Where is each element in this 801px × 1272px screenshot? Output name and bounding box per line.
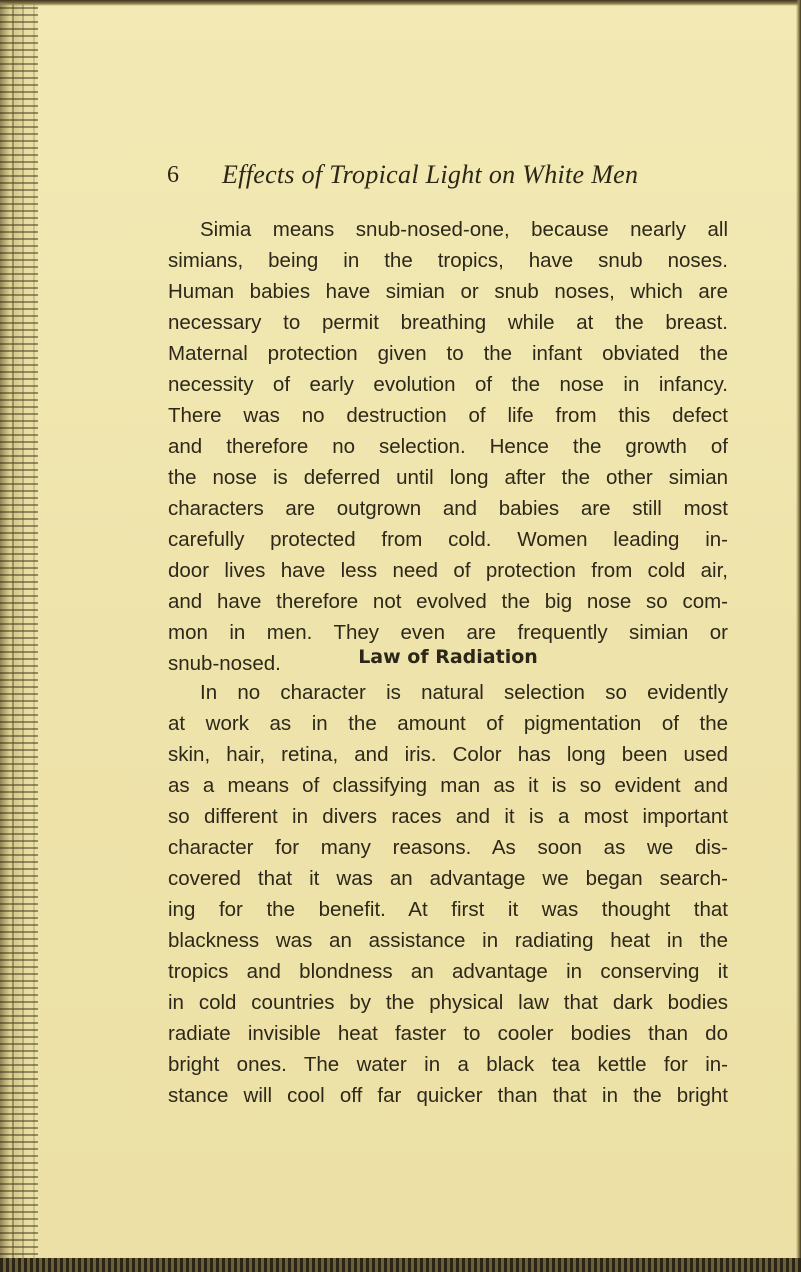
page-bottom-edge <box>0 1258 801 1272</box>
text-line: tropics and blondness an advantage in conserving it <box>168 960 728 983</box>
paragraph-nose-evolution <box>168 214 728 679</box>
text-line: as a means of classifying man as it is so evident and <box>168 774 728 797</box>
text-line: mon in men. They even are frequently simian or <box>168 621 728 644</box>
page-right-edge <box>796 0 801 1272</box>
binding-fold-line <box>33 0 35 1272</box>
page-number: 6 <box>167 162 179 188</box>
text-line: and have therefore not evolved the big nose so com- <box>168 590 728 613</box>
text-line: necessity of early evolution of the nose in infancy. <box>168 373 728 396</box>
text-line: the nose is deferred until long after the other simian <box>168 466 728 489</box>
text-line: bright ones. The water in a black tea kettle for in- <box>168 1053 728 1076</box>
text-line: blackness was an assistance in radiating heat in the <box>168 929 728 952</box>
text-line: There was no destruction of life from this defect <box>168 404 728 427</box>
text-line: necessary to permit breathing while at the breast. <box>168 311 728 334</box>
text-line: door lives have less need of protection from cold air, <box>168 559 728 582</box>
text-line: carefully protected from cold. Women leading in- <box>168 528 728 551</box>
text-line: ing for the benefit. At first it was thought that <box>168 898 728 921</box>
text-line: covered that it was an advantage we began search- <box>168 867 728 890</box>
text-line: so different in divers races and it is a most important <box>168 805 728 828</box>
text-line: simians, being in the tropics, have snub noses. <box>168 249 728 272</box>
running-head <box>167 159 727 199</box>
binding-fold-line <box>12 0 14 1272</box>
text-line: skin, hair, retina, and iris. Color has long been used <box>168 743 728 766</box>
text-line: character for many reasons. As soon as we dis- <box>168 836 728 859</box>
text-line: Simia means snub-nosed-one, because nearly all <box>200 218 728 241</box>
text-line: Human babies have simian or snub noses, which are <box>168 280 728 303</box>
page-top-edge <box>0 0 801 6</box>
running-title: Effects of Tropical Light on White Men <box>222 160 639 189</box>
text-line: at work as in the amount of pigmentation of the <box>168 712 728 735</box>
text-line: In no character is natural selection so evidently <box>200 681 728 704</box>
text-line: stance will cool off far quicker than that in the bright <box>168 1084 728 1107</box>
section-heading: Law of Radiation <box>358 646 538 668</box>
text-line: snub-nosed. <box>168 652 281 675</box>
paragraph-pigmentation <box>168 677 728 1111</box>
text-line: characters are outgrown and babies are still most <box>168 497 728 520</box>
text-line: and therefore no selection. Hence the growth of <box>168 435 728 458</box>
text-line: radiate invisible heat faster to cooler bodies than do <box>168 1022 728 1045</box>
binding-fold-line <box>22 0 24 1272</box>
text-line: in cold countries by the physical law that dark bodies <box>168 991 728 1014</box>
text-line: Maternal protection given to the infant obviated the <box>168 342 728 365</box>
